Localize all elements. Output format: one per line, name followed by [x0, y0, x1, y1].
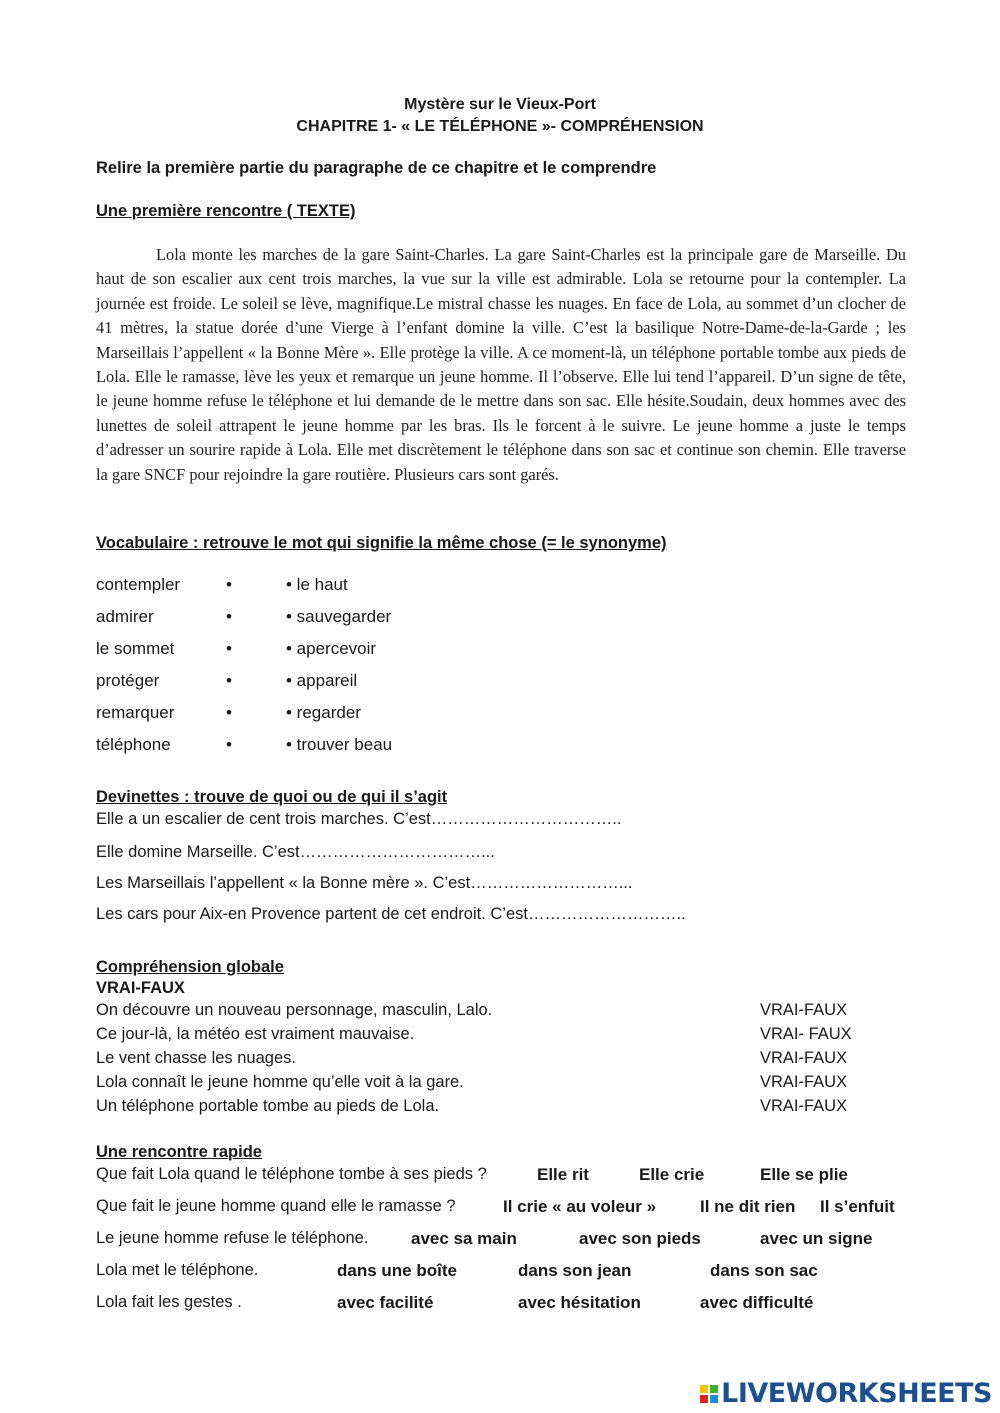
choice-option[interactable]: dans une boîte	[337, 1261, 457, 1280]
choice-option[interactable]: Il ne dit rien	[700, 1197, 796, 1216]
quick-meeting-heading: Une rencontre rapide	[96, 1143, 262, 1161]
riddle-item[interactable]: Les Marseillais l’appellent « la Bonne mère ». C’est………………………...	[96, 874, 633, 892]
synonym-option[interactable]: • apercevoir	[286, 639, 377, 658]
vocab-row	[0, 639, 1000, 661]
choice-option[interactable]: Il s’enfuit	[820, 1197, 895, 1216]
vocab-word[interactable]: admirer	[96, 607, 154, 626]
vocab-word[interactable]: protéger	[96, 671, 160, 690]
comprehension-heading: Compréhension globale	[96, 958, 284, 976]
instruction-text: Relire la première partie du paragraphe de ce chapitre et le comprendre	[96, 159, 657, 177]
vocab-row	[0, 607, 1000, 629]
synonym-option[interactable]: • le haut	[286, 575, 348, 594]
choice-option[interactable]: Elle crie	[639, 1165, 705, 1184]
choice-option[interactable]: avec hésitation	[518, 1293, 641, 1312]
logo-square	[710, 1395, 718, 1403]
vocab-row	[0, 575, 1000, 597]
match-dot[interactable]: •	[226, 735, 232, 754]
document-title: Mystère sur le Vieux-Port	[404, 96, 596, 113]
vocab-row	[0, 735, 1000, 757]
match-dot[interactable]: •	[226, 639, 232, 658]
choice-question: Que fait le jeune homme quand elle le ramasse ?	[96, 1197, 456, 1215]
choice-question: Que fait Lola quand le téléphone tombe à ses pieds ?	[96, 1165, 487, 1183]
vocab-word[interactable]: téléphone	[96, 735, 171, 754]
choice-option[interactable]: avec un signe	[760, 1229, 873, 1248]
true-false-answer[interactable]: VRAI- FAUX	[760, 1025, 852, 1043]
choice-option[interactable]: dans son sac	[710, 1261, 818, 1280]
synonym-option[interactable]: • trouver beau	[286, 735, 393, 754]
choice-option[interactable]: Il crie « au voleur »	[503, 1197, 657, 1216]
vocab-word[interactable]: le sommet	[96, 639, 175, 658]
vocab-row	[0, 703, 1000, 725]
true-false-statement: Lola connaît le jeune homme qu’elle voit à la gare.	[96, 1073, 464, 1091]
logo-text: LIVEWORKSHEETS	[721, 1378, 992, 1409]
riddle-item[interactable]: Elle a un escalier de cent trois marches. C’est……………………………..	[96, 810, 622, 828]
true-false-statement: Ce jour-là, la météo est vraiment mauvaise.	[96, 1025, 415, 1043]
story-text: Lola monte les marches de la gare Saint-Charles. La gare Saint-Charles est la principale gare de Marseille. Du haut de son escalier aux cent trois marches, la vue sur la ville est admirable. Lola se retourne pour la contempler. La journée est froide. Le soleil se lève, magnifique.Le mistral chasse les nuages. En face de Lola, au sommet d’un clocher de 41 mètres, la statue dorée d’une Vierge à l’enfant domine la ville. C’est la basilique Notre-Dame-de-la-Garde ; les Marseillais l’appellent « la Bonne Mère ». Elle protège la ville. A ce moment-là, un téléphone portable tombe aux pieds de Lola. Elle le ramasse, lève les yeux et remarque un jeune homme. Il l’observe. Elle lui tend l’appareil. D’un signe de tête, le jeune homme refuse le téléphone et lui demande de le mettre dans son sac. Elle hésite.Soudain, deux hommes avec des lunettes de soleil attrapent le jeune homme par les bras. Ils le forcent à le suivre. Le jeune homme a juste le temps d’adresser un sourire rapide à Lola. Elle met discrètement le téléphone dans son sac et continue son chemin. Elle traverse la gare SNCF pour rejoindre la gare routière. Plusieurs cars sont garés.	[96, 245, 906, 484]
logo-square	[710, 1385, 718, 1393]
logo-squares-icon	[700, 1385, 718, 1403]
riddles-heading: Devinettes : trouve de quoi ou de qui il s’agit	[96, 788, 448, 806]
choice-option[interactable]: dans son jean	[518, 1261, 632, 1280]
choice-option[interactable]: Elle rit	[537, 1165, 589, 1184]
story-paragraph	[96, 243, 906, 487]
true-false-heading: VRAI-FAUX	[96, 979, 185, 997]
match-dot[interactable]: •	[226, 703, 232, 722]
match-dot[interactable]: •	[226, 607, 232, 626]
vocab-word[interactable]: remarquer	[96, 703, 175, 722]
vocabulary-heading: Vocabulaire : retrouve le mot qui signifie la même chose (= le synonyme)	[96, 534, 667, 552]
text-section-heading: Une première rencontre ( TEXTE)	[96, 202, 356, 220]
riddle-item[interactable]: Elle domine Marseille. C’est……………………………...	[96, 843, 495, 861]
choice-question: Lola fait les gestes .	[96, 1293, 242, 1311]
choice-option[interactable]: avec sa main	[411, 1229, 517, 1248]
synonym-option[interactable]: • sauvegarder	[286, 607, 392, 626]
choice-option[interactable]: avec facilité	[337, 1293, 434, 1312]
synonym-option[interactable]: • regarder	[286, 703, 361, 722]
liveworksheets-logo[interactable]	[700, 1378, 992, 1409]
true-false-statement: Un téléphone portable tombe au pieds de Lola.	[96, 1097, 440, 1115]
choice-option[interactable]: Elle se plie	[760, 1165, 848, 1184]
true-false-answer[interactable]: VRAI-FAUX	[760, 1049, 848, 1067]
choice-question: Le jeune homme refuse le téléphone.	[96, 1229, 369, 1247]
match-dot[interactable]: •	[226, 671, 232, 690]
riddle-item[interactable]: Les cars pour Aix-en Provence partent de cet endroit. C’est………………………..	[96, 905, 686, 923]
logo-square	[700, 1385, 708, 1393]
vocab-word[interactable]: contempler	[96, 575, 181, 594]
true-false-answer[interactable]: VRAI-FAUX	[760, 1001, 848, 1019]
vocab-row	[0, 671, 1000, 693]
true-false-answer[interactable]: VRAI-FAUX	[760, 1097, 848, 1115]
true-false-statement: Le vent chasse les nuages.	[96, 1049, 296, 1067]
true-false-statement: On découvre un nouveau personnage, masculin, Lalo.	[96, 1001, 493, 1019]
synonym-option[interactable]: • appareil	[286, 671, 358, 690]
match-dot[interactable]: •	[226, 575, 232, 594]
choice-option[interactable]: avec difficulté	[700, 1293, 814, 1312]
logo-square	[700, 1395, 708, 1403]
choice-option[interactable]: avec son pieds	[579, 1229, 701, 1248]
choice-question: Lola met le téléphone.	[96, 1261, 259, 1279]
true-false-answer[interactable]: VRAI-FAUX	[760, 1073, 848, 1091]
chapter-title: CHAPITRE 1- « LE TÉLÉPHONE »- COMPRÉHENSION	[296, 118, 704, 135]
